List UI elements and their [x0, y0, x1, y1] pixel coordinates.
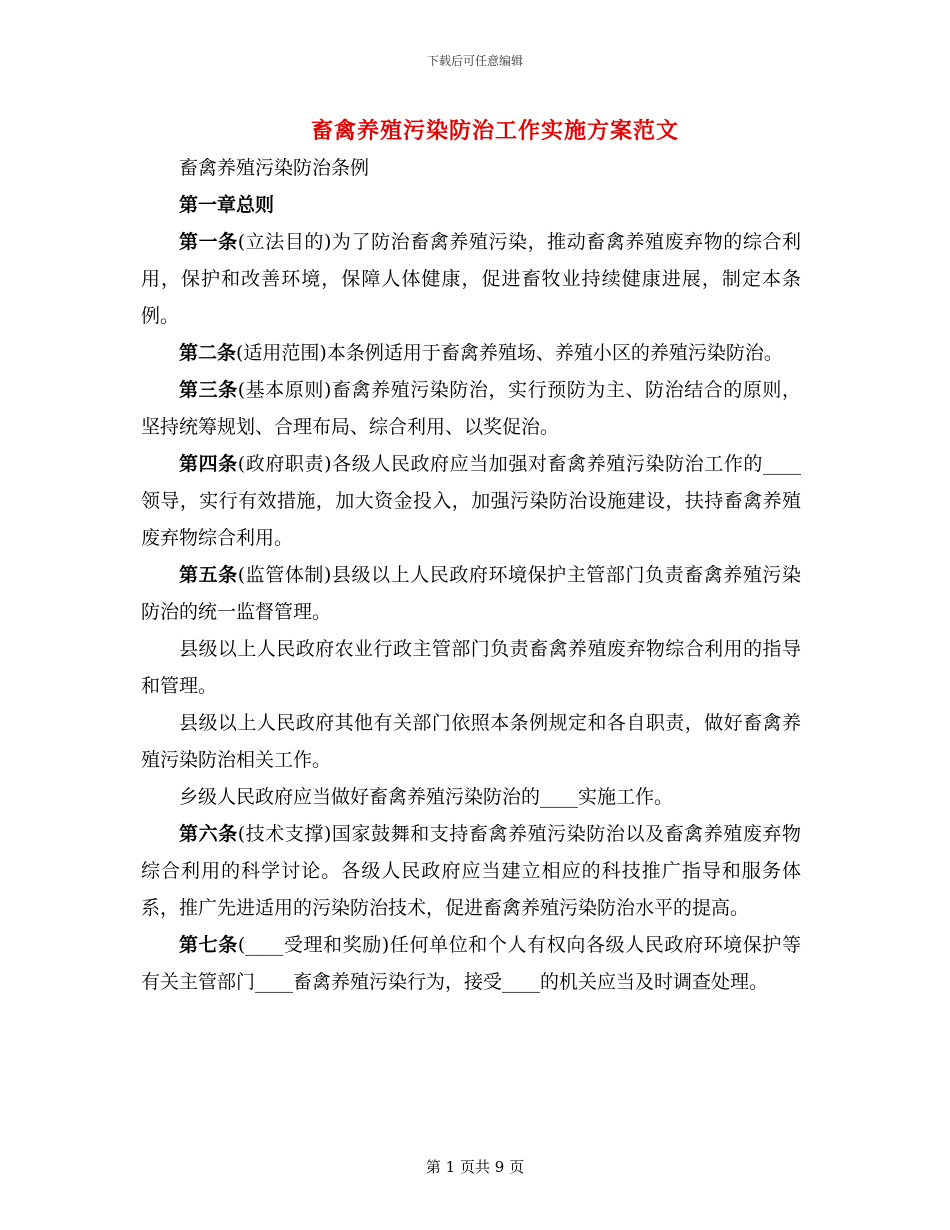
article-label: 第五条: [179, 564, 238, 586]
article-text: (政府职责)各级人民政府应当加强对畜禽养殖污染防治工作的____领导，实行有效措施，加大资金投入，加强污染防治设施建设，扶持畜禽养殖废弃物综合利用。: [141, 453, 801, 549]
article-text: (适用范围)本条例适用于畜禽养殖场、养殖小区的养殖污染防治。: [236, 342, 783, 364]
article-text: (监管体制)县级以上人民政府环境保护主管部门负责畜禽养殖污染防治的统一监督管理。: [141, 564, 801, 623]
article-7: [141, 927, 801, 1001]
article-text: (____受理和奖励)任何单位和个人有权向各级人民政府环境保护等有关主管部门____畜禽养殖污染行为，接受____的机关应当及时调查处理。: [141, 934, 801, 993]
article-4: [141, 446, 801, 557]
page-footer: 第 1 页共 9 页: [425, 1158, 525, 1176]
article-label: 第三条: [179, 379, 238, 401]
paragraph: 县级以上人民政府农业行政主管部门负责畜禽养殖废弃物综合利用的指导和管理。: [141, 638, 801, 697]
article-text: (基本原则)畜禽养殖污染防治，实行预防为主、防治结合的原则，坚持统筹规划、合理布局、综合利用、以奖促治。: [141, 379, 801, 438]
article-5: [141, 557, 801, 631]
document-body: [141, 150, 801, 1001]
article-6: [141, 816, 801, 927]
article-1: [141, 224, 801, 335]
article-label: 第六条: [179, 823, 238, 845]
article-3: [141, 372, 801, 446]
paragraph: 乡级人民政府应当做好畜禽养殖污染防治的____实施工作。: [179, 786, 674, 808]
article-label: 第二条: [179, 342, 237, 364]
chapter-heading: 第一章总则: [179, 194, 275, 216]
article-text: (立法目的)为了防治畜禽养殖污染，推动畜禽养殖废弃物的综合利用，保护和改善环境，保障人体健康，促进畜牧业持续健康进展，制定本条例。: [141, 231, 801, 327]
article-label: 第四条: [179, 453, 238, 475]
article-2: [141, 335, 801, 372]
paragraph: 县级以上人民政府其他有关部门依照本条例规定和各自职责，做好畜禽养殖污染防治相关工作。: [141, 712, 801, 771]
page-header: 下载后可任意编辑: [426, 54, 523, 68]
article-text: (技术支撑)国家鼓舞和支持畜禽养殖污染防治以及畜禽养殖废弃物综合利用的科学讨论。各级人民政府应当建立相应的科技推广指导和服务体系，推广先进适用的污染防治技术，促进畜禽养殖污染防治水平的提高。: [141, 823, 801, 919]
article-label: 第一条: [179, 231, 238, 253]
subtitle: 畜禽养殖污染防治条例: [179, 157, 370, 179]
article-label: 第七条: [179, 934, 238, 956]
document-title: 畜禽养殖污染防治工作实施方案范文: [310, 118, 679, 144]
